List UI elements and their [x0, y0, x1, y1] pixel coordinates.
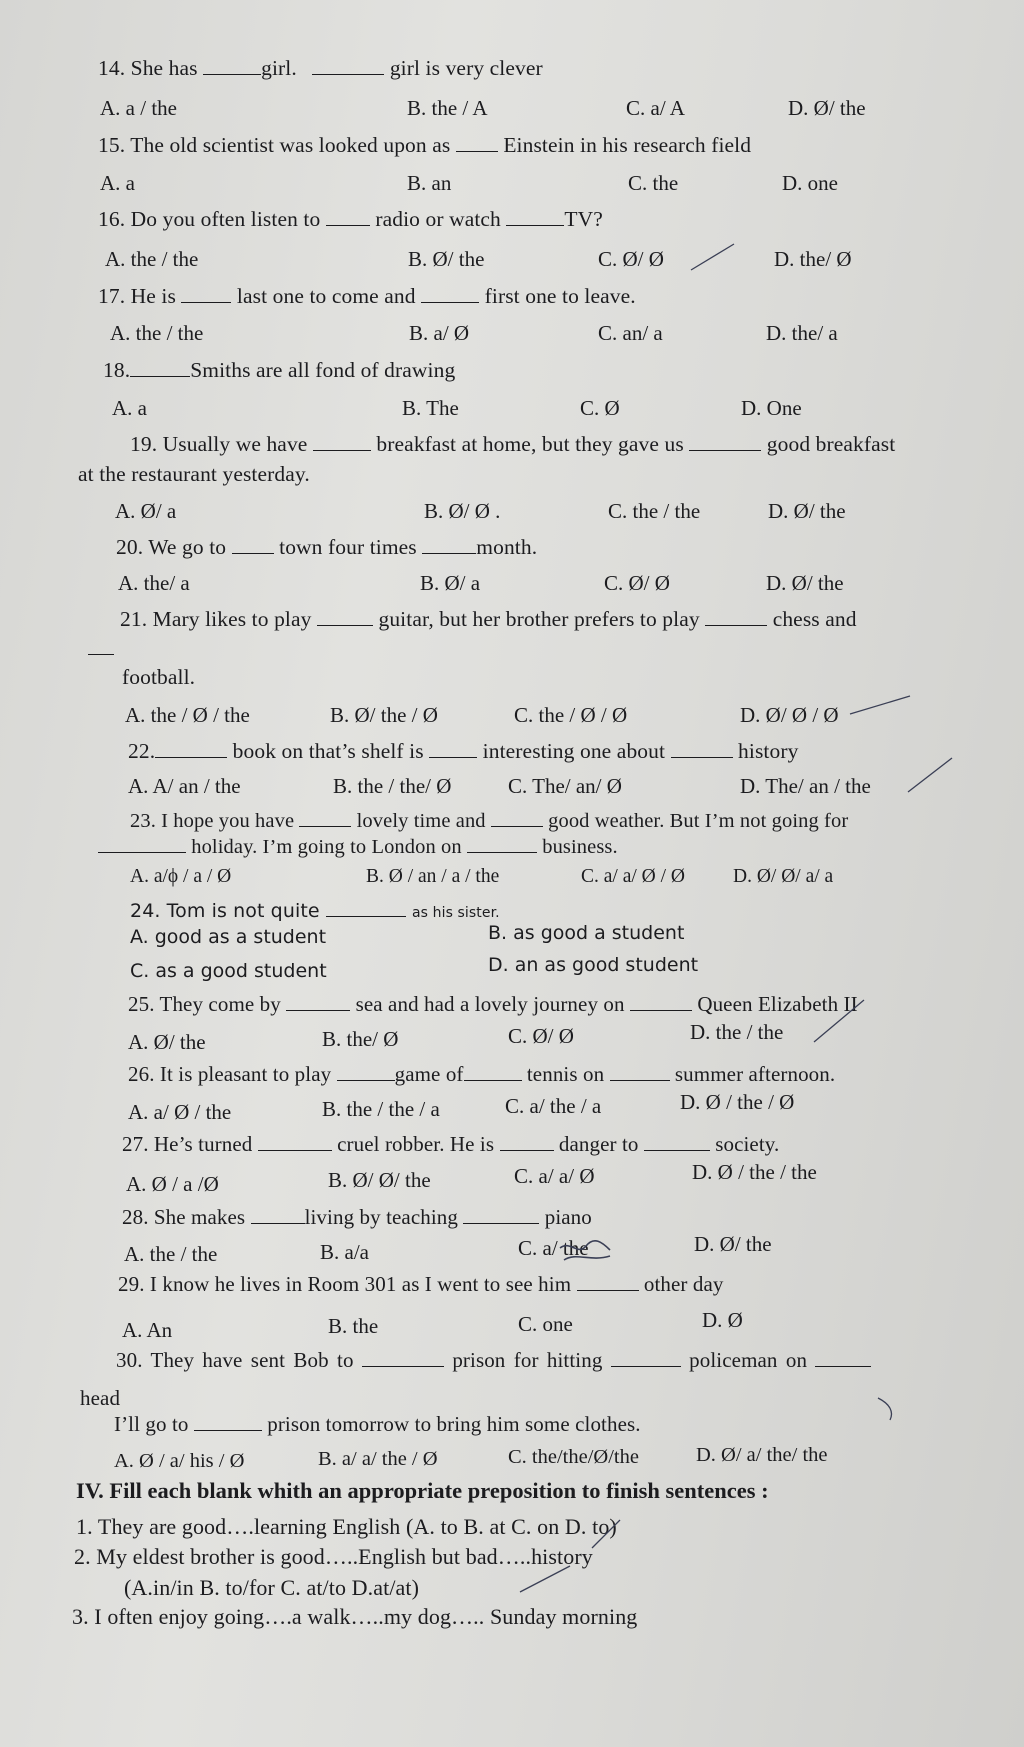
section4-item-2-options: (A.in/in B. to/for C. at/to D.at/at) [124, 1575, 420, 1600]
option-b[interactable]: B. a/a [320, 1240, 369, 1264]
answer-blank[interactable] [467, 834, 537, 853]
option-a[interactable]: A. the / the [124, 1242, 218, 1266]
option-c[interactable]: C. one [518, 1312, 573, 1336]
section4-item-1: 1. They are good….learning English (A. to B. at C. on D. to) [76, 1514, 617, 1539]
answer-blank[interactable] [258, 1132, 332, 1151]
option-a[interactable]: A. the/ a [118, 571, 190, 595]
option-d[interactable]: D. Ø / the / the [692, 1160, 817, 1184]
option-d[interactable]: D. Ø/ the [768, 499, 846, 523]
answer-blank[interactable] [326, 207, 370, 226]
answer-blank[interactable] [644, 1132, 710, 1151]
answer-blank[interactable] [98, 834, 186, 853]
option-c[interactable]: C. an/ a [598, 321, 663, 345]
answer-blank[interactable] [286, 992, 350, 1011]
option-b[interactable]: B. an [407, 171, 452, 195]
question-21: 21. Mary likes to play guitar, but her brother prefers to play chess and [120, 607, 857, 631]
answer-blank[interactable] [464, 1062, 522, 1081]
option-d[interactable]: D. Ø/ the [694, 1232, 772, 1256]
question-28: 28. She makes living by teaching piano [122, 1205, 592, 1229]
answer-blank[interactable] [326, 898, 406, 917]
option-b[interactable]: B. a/ Ø [409, 321, 470, 345]
option-c[interactable]: C. the / Ø / Ø [514, 703, 628, 727]
answer-blank[interactable] [506, 207, 564, 226]
answer-blank[interactable] [577, 1272, 639, 1291]
option-d[interactable]: D. an as good student [488, 954, 699, 976]
answer-blank[interactable] [362, 1348, 444, 1367]
question-17: 17. He is last one to come and first one to leave. [98, 284, 636, 308]
option-a[interactable]: A. good as a student [130, 926, 327, 948]
answer-blank[interactable] [337, 1062, 395, 1081]
option-b[interactable]: B. Ø/ Ø/ the [328, 1168, 431, 1192]
answer-blank[interactable] [232, 535, 274, 554]
answer-blank[interactable] [500, 1132, 554, 1151]
option-a[interactable]: A. a/ Ø / the [128, 1100, 232, 1124]
option-b[interactable]: B. the/ Ø [322, 1027, 399, 1051]
option-a[interactable]: A. a/ϕ / a / Ø [130, 866, 232, 887]
option-a[interactable]: A. the / Ø / the [125, 703, 250, 727]
option-c[interactable]: C. a/ the / a [505, 1094, 602, 1118]
section-title: IV. Fill each blank whith an appropriate preposition to finish sentences : [76, 1478, 769, 1503]
option-a[interactable]: A. A/ an / the [128, 774, 241, 798]
answer-blank[interactable] [317, 607, 373, 626]
option-b[interactable]: B. Ø/ the / Ø [330, 703, 438, 727]
option-d[interactable]: D. Ø / the / Ø [680, 1090, 795, 1114]
question-30-line2: head [80, 1386, 121, 1410]
answer-blank[interactable] [181, 284, 231, 303]
option-d[interactable]: D. Ø/ Ø / Ø [740, 703, 839, 727]
option-c[interactable]: C. The/ an/ Ø [508, 774, 622, 798]
option-d[interactable]: D. Ø [702, 1308, 743, 1332]
answer-blank[interactable] [491, 808, 543, 827]
option-c[interactable]: C. Ø/ Ø [604, 571, 670, 595]
option-d[interactable]: D. One [741, 396, 802, 420]
option-b[interactable]: B. a/ a/ the / Ø [318, 1448, 438, 1470]
question-23: 23. I hope you have lovely time and good weather. But I’m not going for [130, 810, 849, 832]
option-b[interactable]: B. Ø/ Ø . [424, 499, 501, 523]
answer-blank[interactable] [610, 1062, 670, 1081]
option-b[interactable]: B. Ø/ a [420, 571, 481, 595]
question-15: 15. The old scientist was looked upon as Einstein in his research field [98, 133, 752, 157]
answer-blank[interactable] [422, 535, 476, 554]
option-d[interactable]: D. the / the [690, 1020, 784, 1044]
answer-blank[interactable] [815, 1348, 871, 1367]
answer-blank[interactable] [705, 607, 767, 626]
option-b[interactable]: B. the [328, 1314, 379, 1338]
option-c[interactable]: C. the/the/Ø/the [508, 1446, 639, 1468]
option-c[interactable]: C. the [628, 171, 679, 195]
option-b[interactable]: B. as good a student [488, 922, 685, 944]
answer-blank[interactable] [251, 1205, 305, 1224]
answer-blank[interactable] [429, 739, 477, 758]
option-c[interactable]: C. a/ the [518, 1236, 589, 1260]
answer-blank[interactable] [299, 808, 351, 827]
option-a[interactable]: A. Ø / a /Ø [126, 1172, 219, 1196]
question-22: 22. book on that’s shelf is interesting one about history [128, 739, 799, 763]
option-d[interactable]: D. Ø/ the [788, 96, 866, 120]
option-b[interactable]: B. the / A [407, 96, 488, 120]
option-b[interactable]: B. the / the / a [322, 1097, 440, 1121]
option-d[interactable]: D. one [782, 171, 838, 195]
question-26: 26. It is pleasant to play game of tennis on summer afternoon. [128, 1062, 836, 1086]
question-16: 16. Do you often listen to radio or watch TV? [98, 207, 603, 231]
option-c[interactable]: C. a/ a/ Ø [514, 1164, 595, 1188]
question-21-line2: football. [122, 665, 196, 689]
answer-blank[interactable] [421, 284, 479, 303]
question-30: 30. They have sent Bob to prison for hitting policeman on [116, 1348, 871, 1373]
question-30-line3: I’ll go to prison tomorrow to bring him some clothes. [114, 1412, 641, 1436]
answer-blank[interactable] [671, 739, 733, 758]
option-c[interactable]: C. Ø/ Ø [598, 247, 664, 271]
pen-tick-mark [906, 754, 956, 796]
answer-blank[interactable] [313, 432, 371, 451]
option-c[interactable]: C. as a good student [130, 960, 327, 982]
answer-blank[interactable] [194, 1412, 262, 1431]
option-a[interactable]: A. Ø / a/ his / Ø [114, 1450, 245, 1472]
question-18: 18. Smiths are all fond of drawing [103, 358, 456, 382]
option-d[interactable]: D. Ø/ Ø/ a/ a [733, 866, 834, 887]
question-24: 24. Tom is not quite as his sister. [130, 900, 500, 922]
option-b[interactable]: B. the / the/ Ø [333, 774, 452, 798]
option-b[interactable]: B. Ø/ the [408, 247, 485, 271]
option-b[interactable]: B. The [402, 396, 459, 420]
option-a[interactable]: A. a [100, 171, 135, 195]
question-19: 19. Usually we have breakfast at home, but they gave us good breakfast [130, 432, 896, 456]
option-a[interactable]: A. the / the [105, 247, 199, 271]
pen-tick-mark [688, 240, 738, 274]
option-d[interactable]: D. the/ a [766, 321, 838, 345]
option-a[interactable]: A. a / the [100, 96, 177, 120]
option-b[interactable]: B. Ø / an / a / the [366, 866, 500, 887]
answer-blank[interactable] [130, 358, 190, 377]
answer-blank[interactable] [611, 1348, 681, 1367]
question-14: 14. She has girl. girl is very clever [98, 56, 543, 80]
question-19-line2: at the restaurant yesterday. [78, 462, 310, 486]
option-d[interactable]: D. Ø/ a/ the/ the [696, 1444, 828, 1466]
section4-item-3: 3. I often enjoy going….a walk…..my dog….. Sunday morning [72, 1604, 638, 1629]
question-20: 20. We go to town four times month. [116, 535, 538, 559]
option-d[interactable]: D. The/ an / the [740, 774, 871, 798]
option-c[interactable]: C. a/ a/ Ø / Ø [581, 866, 685, 887]
question-25: 25. They come by sea and had a lovely journey on Queen Elizabeth II [128, 992, 858, 1016]
answer-blank[interactable] [88, 654, 114, 655]
question-29: 29. I know he lives in Room 301 as I went to see him other day [118, 1272, 724, 1296]
answer-blank[interactable] [630, 992, 692, 1011]
option-d[interactable]: D. the/ Ø [774, 247, 852, 271]
option-c[interactable]: C. Ø [580, 396, 620, 420]
answer-blank[interactable] [456, 133, 498, 152]
option-a[interactable]: A. An [122, 1318, 173, 1342]
option-a[interactable]: A. Ø/ the [128, 1030, 206, 1054]
option-c[interactable]: C. the / the [608, 499, 701, 523]
option-a[interactable]: A. the / the [110, 321, 204, 345]
option-c[interactable]: C. a/ A [626, 96, 685, 120]
pen-tick-mark [848, 693, 914, 717]
option-a[interactable]: A. a [112, 396, 147, 420]
question-23-line2: holiday. I’m going to London on business. [98, 834, 618, 859]
section4-item-2: 2. My eldest brother is good…..English but bad…..history [74, 1544, 593, 1569]
answer-blank[interactable] [203, 56, 261, 75]
answer-blank[interactable] [312, 56, 384, 75]
question-27: 27. He’s turned cruel robber. He is danger to society. [122, 1132, 780, 1156]
answer-blank[interactable] [689, 432, 761, 451]
option-d[interactable]: D. Ø/ the [766, 571, 844, 595]
answer-blank[interactable] [463, 1205, 539, 1224]
option-c[interactable]: C. Ø/ Ø [508, 1024, 574, 1048]
option-a[interactable]: A. Ø/ a [115, 499, 177, 523]
pen-curve-mark [874, 1394, 900, 1424]
answer-blank[interactable] [155, 739, 227, 758]
